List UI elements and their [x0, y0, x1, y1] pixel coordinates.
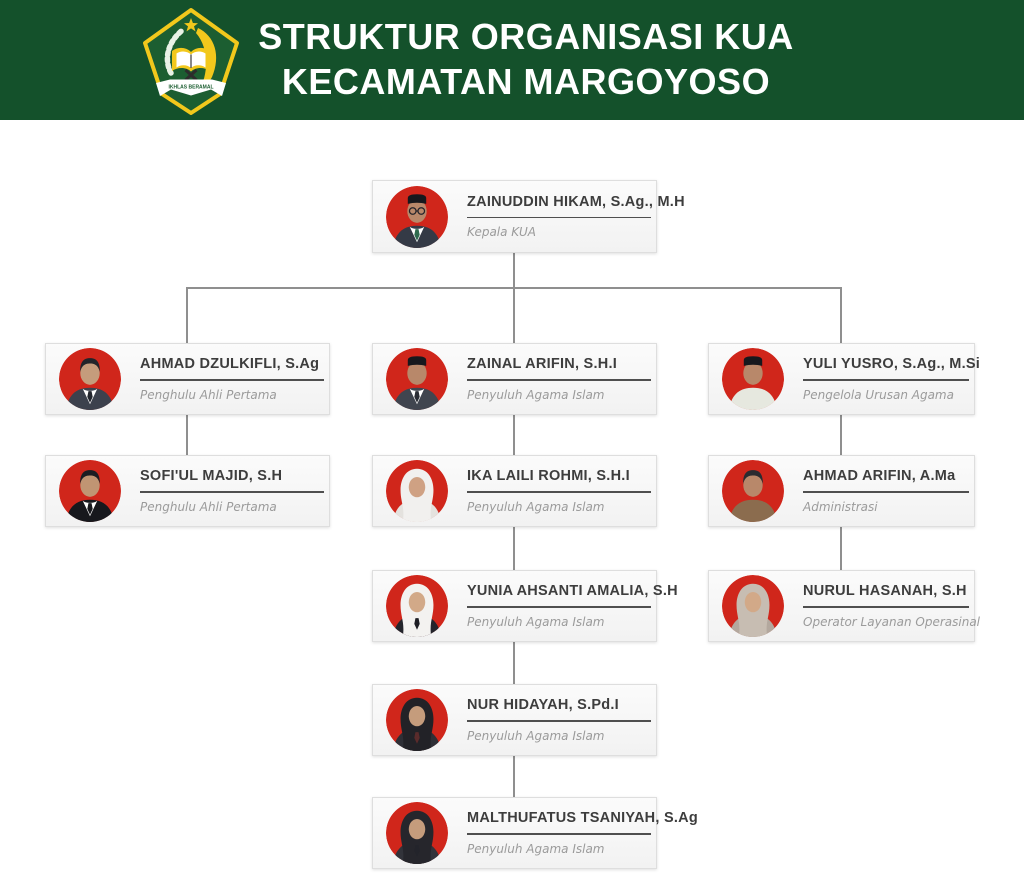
person-name: NUR HIDAYAH, S.Pd.I [467, 697, 619, 714]
person-name: ZAINAL ARIFIN, S.H.I [467, 356, 617, 373]
person-photo [386, 575, 448, 637]
connector-mid-r4-r5 [513, 756, 515, 797]
name-underline [467, 833, 651, 835]
connector-mid-r3-r4 [513, 642, 515, 684]
person-photo [722, 348, 784, 410]
person-photo [722, 575, 784, 637]
kemenag-logo-icon [141, 7, 241, 115]
person-role: Penghulu Ahli Pertama [140, 387, 277, 402]
person-name: AHMAD ARIFIN, A.Ma [803, 468, 956, 485]
person-photo [722, 460, 784, 522]
person-photo [386, 802, 448, 864]
header-banner [0, 0, 1024, 120]
person-name: IKA LAILI ROHMI, S.H.I [467, 468, 630, 485]
connector-mid-drop [513, 287, 515, 343]
name-underline [467, 491, 651, 493]
person-role: Penyuluh Agama Islam [467, 387, 605, 402]
person-role: Penyuluh Agama Islam [467, 614, 605, 629]
title-line-2: KECAMATAN MARGOYOSO [281, 61, 771, 102]
name-underline [803, 491, 969, 493]
org-card [372, 570, 678, 642]
org-card [45, 343, 330, 415]
org-card [708, 343, 981, 415]
org-card [372, 684, 657, 756]
org-card [372, 455, 657, 527]
person-photo [386, 186, 448, 248]
person-role: Penyuluh Agama Islam [467, 728, 605, 743]
person-photo [59, 348, 121, 410]
person-role: Pengelola Urusan Agama [803, 387, 954, 402]
person-role: Penyuluh Agama Islam [467, 499, 605, 514]
person-name: AHMAD DZULKIFLI, S.Ag [140, 356, 320, 373]
person-name: ZAINUDDIN HIKAM, S.Ag., M.H [467, 193, 685, 210]
org-card-kepala [372, 180, 685, 253]
person-name: YUNIA AHSANTI AMALIA, S.H [467, 583, 678, 600]
person-role: Penghulu Ahli Pertama [140, 499, 277, 514]
connector-right-r2-r3 [840, 527, 842, 570]
name-underline [467, 379, 651, 381]
name-underline [140, 379, 324, 381]
person-role: Penyuluh Agama Islam [467, 841, 605, 856]
connector-root-drop [513, 253, 515, 288]
connector-left-r1-r2 [186, 415, 188, 455]
connector-right-r1-r2 [840, 415, 842, 455]
person-photo [386, 460, 448, 522]
logo-ribbon-text: IKHLAS BERAMAL [168, 84, 214, 91]
person-photo [386, 689, 448, 751]
person-name: NURUL HASANAH, S.H [803, 583, 967, 600]
name-underline [467, 217, 651, 219]
org-card [708, 455, 975, 527]
title-line-1: STRUKTUR ORGANISASI KUA [258, 16, 794, 57]
person-role: Kepala KUA [467, 225, 536, 240]
name-underline [467, 720, 651, 722]
person-role: Administrasi [803, 499, 878, 514]
person-photo [386, 348, 448, 410]
org-card [372, 797, 698, 869]
name-underline [467, 606, 651, 608]
person-role: Operator Layanan Operasinal [803, 614, 981, 629]
name-underline [803, 606, 969, 608]
person-name: SOFI'UL MAJID, S.H [140, 468, 283, 485]
org-card [372, 343, 657, 415]
org-card [708, 570, 981, 642]
person-photo [59, 460, 121, 522]
name-underline [803, 379, 969, 381]
connector-mid-r2-r3 [513, 527, 515, 570]
connector-right-drop [840, 287, 842, 343]
page-title [246, 14, 806, 104]
connector-mid-r1-r2 [513, 415, 515, 455]
person-name: YULI YUSRO, S.Ag., M.Si [803, 356, 981, 373]
name-underline [140, 491, 324, 493]
person-name: MALTHUFATUS TSANIYAH, S.Ag [467, 810, 698, 827]
org-card [45, 455, 330, 527]
connector-left-drop [186, 287, 188, 343]
